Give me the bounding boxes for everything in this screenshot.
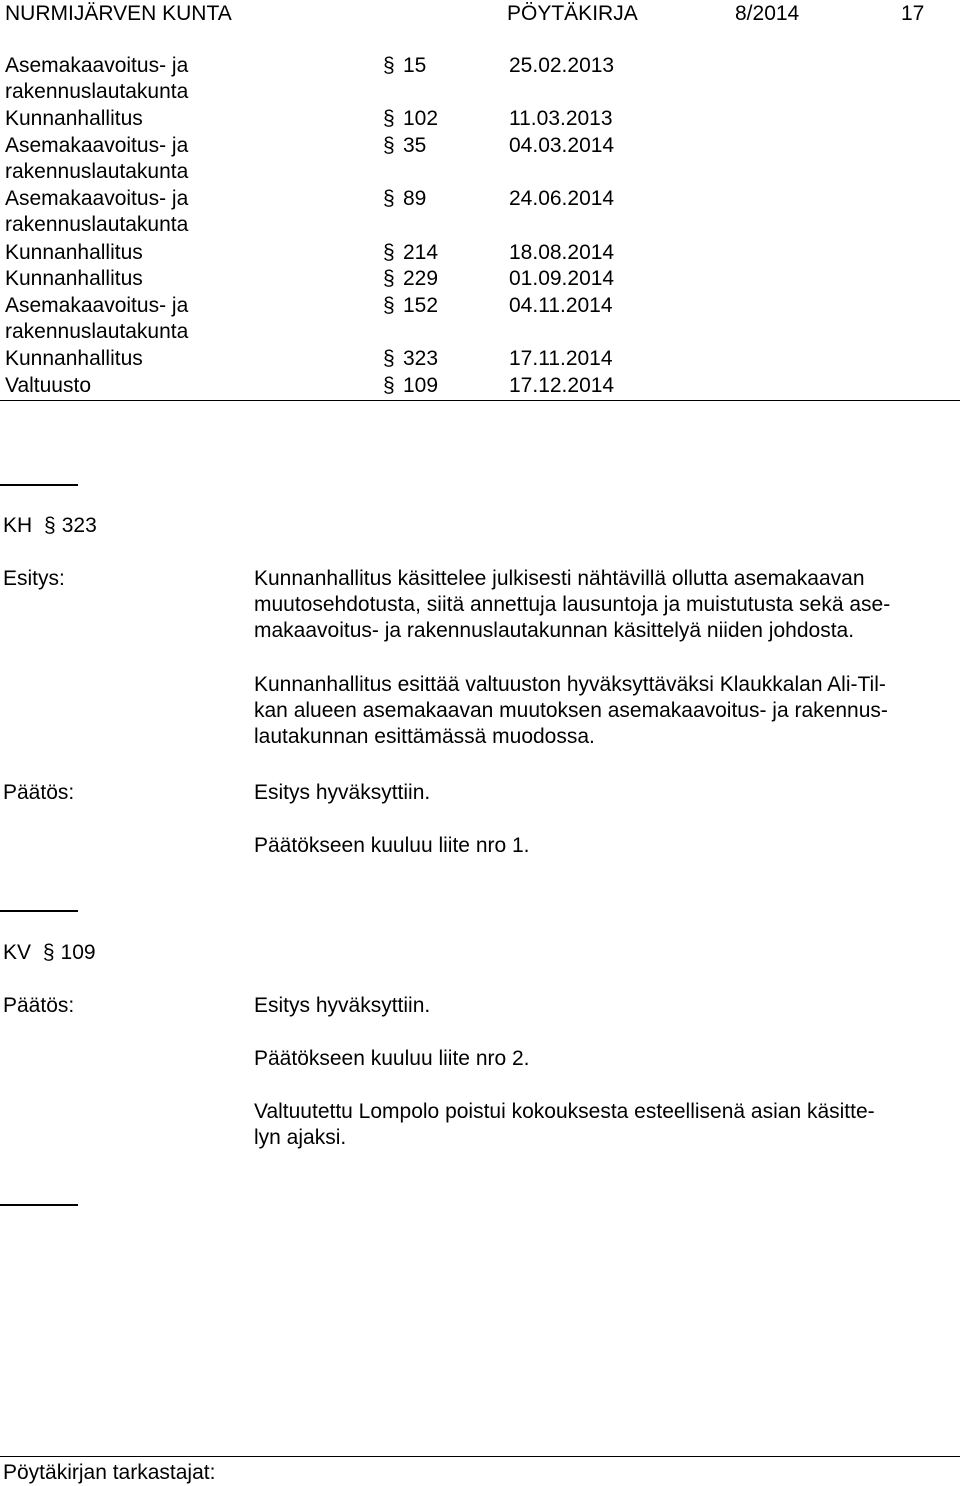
esitys-label: Esitys: <box>3 567 65 590</box>
text-line: Kunnanhallitus käsittelee julkisesti nähtävillä ollutta asemakaavan <box>254 567 865 590</box>
history-date: 17.11.2014 <box>509 347 613 370</box>
history-body-line: Asemakaavoitus- ja <box>5 187 189 210</box>
history-body-line: Asemakaavoitus- ja <box>5 294 189 317</box>
kv-section-heading <box>3 940 96 966</box>
kh-attachment-text: Päätökseen kuuluu liite nro 1. <box>254 834 530 857</box>
text-line: lautakunnan esittämässä muodossa. <box>254 725 595 748</box>
history-body-line: Kunnanhallitus <box>5 241 143 264</box>
section-sign: § <box>383 107 395 130</box>
history-date: 01.09.2014 <box>509 267 615 290</box>
esitys-paragraph-1 <box>254 566 954 644</box>
history-body-cell <box>5 106 143 132</box>
history-body-line: rakennuslautakunta <box>5 213 189 236</box>
history-bottom-rule <box>0 400 960 401</box>
section-sign: § <box>383 267 395 290</box>
history-body-cell <box>5 266 143 292</box>
section-sign: § <box>44 514 56 537</box>
kh-prefix: KH <box>3 514 33 537</box>
history-body-cell <box>5 240 143 266</box>
history-body-cell <box>5 186 188 238</box>
history-section-number: 214 <box>403 241 439 264</box>
section-sign: § <box>383 294 395 317</box>
section-sign: § <box>383 54 395 77</box>
history-body-cell <box>5 133 188 185</box>
text-line: kan alueen asemakaavan muutoksen asemakaavoitus- ja rakennus- <box>254 699 888 722</box>
history-body-line: Asemakaavoitus- ja <box>5 134 189 157</box>
kv-prefix: KV <box>3 941 32 964</box>
history-section-number: 89 <box>403 187 427 210</box>
section-divider <box>0 1204 78 1206</box>
kv-attachment-text: Päätökseen kuuluu liite nro 2. <box>254 1047 530 1070</box>
history-section-number: 15 <box>403 54 427 77</box>
history-body-line: Kunnanhallitus <box>5 107 143 130</box>
section-divider <box>0 910 78 912</box>
history-body-cell <box>5 373 91 399</box>
text-line: Kunnanhallitus esittää valtuuston hyväksyttäväksi Klaukkalan Ali-Til- <box>254 673 886 696</box>
history-date: 25.02.2013 <box>509 54 615 77</box>
kv-paatos-label: Päätös: <box>3 994 75 1017</box>
text-line: lyn ajaksi. <box>254 1126 347 1149</box>
kh-number: 323 <box>61 514 97 537</box>
kh-paatos-label: Päätös: <box>3 781 75 804</box>
page-number: 17 <box>901 2 925 25</box>
section-sign: § <box>383 187 395 210</box>
kh-decision-text: Esitys hyväksyttiin. <box>254 781 431 804</box>
section-sign: § <box>383 347 395 370</box>
text-line: Valtuutettu Lompolo poistui kokouksesta esteellisenä asian käsitte- <box>254 1100 875 1123</box>
history-body-cell <box>5 53 188 105</box>
history-body-line: rakennuslautakunta <box>5 320 189 343</box>
page-header <box>0 0 960 27</box>
text-line: muutosehdotusta, siitä annettuja lausuntoja ja muistutusta sekä ase- <box>254 593 891 616</box>
history-body-line: Valtuusto <box>5 374 91 397</box>
footer-rule <box>0 1456 960 1457</box>
history-body-cell <box>5 346 143 372</box>
section-sign: § <box>383 134 395 157</box>
history-date: 11.03.2013 <box>509 107 613 130</box>
history-section-number: 229 <box>403 267 439 290</box>
kh-section-heading <box>3 513 97 539</box>
text-line: makaavoitus- ja rakennuslautakunnan käsittelyä niiden johdosta. <box>254 619 855 642</box>
municipality-name: NURMIJÄRVEN KUNTA <box>5 2 232 25</box>
history-date: 04.03.2014 <box>509 134 615 157</box>
history-section-number: 323 <box>403 347 439 370</box>
history-section-number: 109 <box>403 374 439 397</box>
history-body-line: Kunnanhallitus <box>5 267 143 290</box>
history-date: 04.11.2014 <box>509 294 613 317</box>
history-section-number: 152 <box>403 294 439 317</box>
history-section-number: 35 <box>403 134 427 157</box>
history-body-line: Kunnanhallitus <box>5 347 143 370</box>
history-body-line: rakennuslautakunta <box>5 160 189 183</box>
history-date: 24.06.2014 <box>509 187 615 210</box>
kv-note-paragraph <box>254 1099 954 1151</box>
history-body-cell <box>5 293 188 345</box>
esitys-paragraph-2 <box>254 672 954 750</box>
kv-number: 109 <box>60 941 96 964</box>
section-sign: § <box>383 241 395 264</box>
history-date: 17.12.2014 <box>509 374 615 397</box>
section-sign: § <box>42 941 55 964</box>
kv-decision-text: Esitys hyväksyttiin. <box>254 994 431 1017</box>
section-sign: § <box>383 374 395 397</box>
history-body-line: rakennuslautakunta <box>5 80 189 103</box>
document-type: PÖYTÄKIRJA <box>507 2 638 25</box>
history-date: 18.08.2014 <box>509 241 615 264</box>
document-number: 8/2014 <box>735 2 800 25</box>
checkers-label: Pöytäkirjan tarkastajat: <box>3 1461 216 1484</box>
history-section-number: 102 <box>403 107 439 130</box>
section-divider <box>0 484 78 486</box>
history-body-line: Asemakaavoitus- ja <box>5 54 189 77</box>
